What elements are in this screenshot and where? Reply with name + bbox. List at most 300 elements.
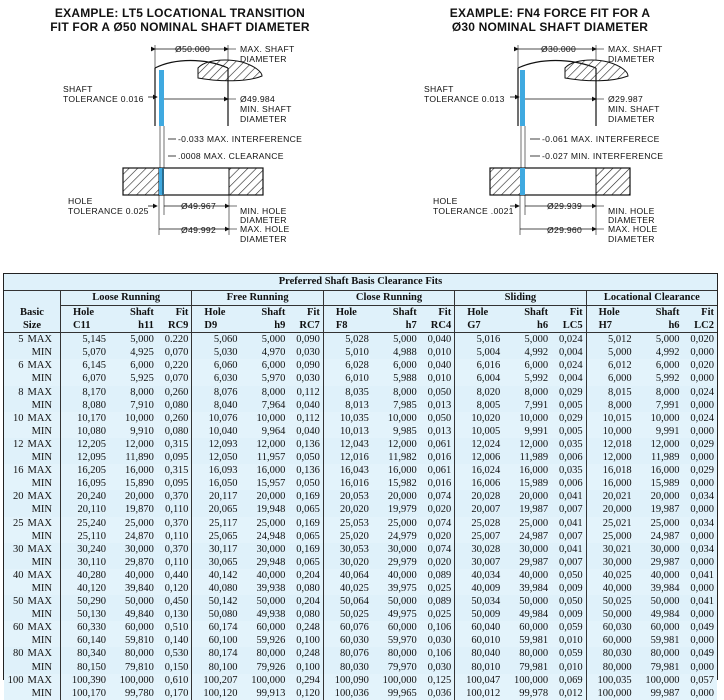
value-cell: 39,984 [503, 582, 551, 595]
value-cell: 10,035 [323, 412, 372, 425]
value-cell: 50,290 [61, 595, 110, 608]
value-cell: 12,018 [586, 438, 635, 451]
value-cell: 5,000 [635, 333, 683, 347]
value-cell: 0,000 [683, 634, 717, 647]
value-cell: 10,076 [192, 412, 241, 425]
value-cell: 0,260 [157, 412, 192, 425]
value-cell: 0,040 [288, 425, 323, 438]
value-cell: 0.220 [157, 333, 192, 347]
value-cell: 25,021 [586, 517, 635, 530]
value-cell: 0,006 [551, 477, 586, 490]
value-cell: 0,090 [288, 359, 323, 372]
value-cell: 12,093 [192, 438, 241, 451]
table-row [4, 569, 717, 582]
value-cell: 12,000 [635, 438, 683, 451]
value-cell: 25,065 [192, 530, 241, 543]
value-cell: 0,370 [157, 543, 192, 556]
value-cell: 0,020 [420, 503, 455, 516]
value-cell: 99,913 [240, 687, 288, 700]
value-cell: 0,370 [157, 517, 192, 530]
column-header-row [4, 306, 717, 320]
value-cell: 5,145 [61, 333, 110, 347]
value-cell: 12,050 [192, 451, 241, 464]
size-cell [4, 595, 61, 608]
fits-table [4, 274, 717, 700]
size-value: 40 [12, 569, 24, 581]
value-cell: 0,000 [683, 556, 717, 569]
table-row [4, 543, 717, 556]
value-cell: 0,050 [288, 451, 323, 464]
value-cell: 4,992 [635, 346, 683, 359]
value-cell: 24,870 [109, 530, 157, 543]
interference-label: -0.033 MAX. INTERFERENCE [178, 134, 303, 144]
column-code: C11 [61, 319, 110, 333]
group-header: Loose Running [61, 291, 192, 306]
size-cell [4, 346, 61, 359]
value-cell: 0,070 [157, 346, 192, 359]
value-cell: 12,000 [109, 438, 157, 451]
value-cell: 0,248 [288, 647, 323, 660]
limit-kind: MAX [27, 412, 52, 424]
value-cell: 50,142 [192, 595, 241, 608]
value-cell: 0,136 [288, 464, 323, 477]
value-cell: 16,000 [586, 477, 635, 490]
value-cell: 19,987 [503, 503, 551, 516]
value-cell: 30,000 [109, 543, 157, 556]
value-cell: 11,982 [372, 451, 420, 464]
value-cell: 16,000 [503, 464, 551, 477]
value-cell: 30,021 [586, 543, 635, 556]
column-code: D9 [192, 319, 241, 333]
value-cell: 0,170 [157, 687, 192, 700]
value-cell: 0,136 [288, 438, 323, 451]
size-value: 80 [12, 648, 24, 660]
value-cell: 79,970 [372, 661, 420, 674]
size-cell [4, 333, 61, 347]
value-cell: 0,041 [551, 517, 586, 530]
column-header: Fit [306, 307, 320, 318]
value-cell: 60,000 [372, 621, 420, 634]
value-cell: 8,015 [586, 386, 635, 399]
value-cell: 0,006 [551, 451, 586, 464]
value-cell: 39,975 [372, 582, 420, 595]
size-cell [4, 556, 61, 569]
column-header: Shaft [129, 307, 154, 318]
value-cell: 29,987 [635, 556, 683, 569]
value-cell: 10,000 [503, 412, 551, 425]
table-row [4, 412, 717, 425]
value-cell: 0,090 [288, 333, 323, 347]
size-cell [4, 425, 61, 438]
value-cell: 20,065 [192, 503, 241, 516]
table-row [4, 608, 717, 621]
limit-kind: MIN [31, 373, 52, 385]
value-cell: 40,142 [192, 569, 241, 582]
value-cell: 0,034 [683, 490, 717, 503]
value-cell: 0,010 [551, 634, 586, 647]
value-cell: 0,035 [551, 438, 586, 451]
value-cell: 20,007 [455, 503, 504, 516]
table-row [4, 359, 717, 372]
limit-kind: MIN [31, 452, 52, 464]
column-header: Fit [569, 307, 583, 318]
shaft-tolerance-label: SHAFT [424, 84, 454, 94]
size-value: 20 [12, 491, 24, 503]
max-shaft-label: DIAMETER [240, 54, 287, 64]
value-cell: 15,982 [372, 477, 420, 490]
value-cell: 80,040 [455, 647, 504, 660]
value-cell: 0,020 [420, 556, 455, 569]
limit-kind: MIN [31, 635, 52, 647]
group-header: Sliding [455, 291, 586, 306]
value-cell: 8,035 [323, 386, 372, 399]
value-cell: 0,025 [420, 608, 455, 621]
value-cell: 100,120 [192, 687, 241, 700]
max-hole-label: DIAMETER [608, 234, 655, 244]
value-cell: 5,970 [240, 372, 288, 385]
value-cell: 5,060 [192, 333, 241, 347]
limit-kind: MIN [31, 687, 52, 699]
value-cell: 30,007 [455, 556, 504, 569]
column-header: Fit [175, 307, 189, 318]
value-cell: 0,100 [288, 661, 323, 674]
column-header: Shaft [655, 307, 680, 318]
value-cell: 50,000 [240, 595, 288, 608]
value-cell: 39,840 [109, 582, 157, 595]
value-cell: 15,989 [503, 477, 551, 490]
value-cell: 0,029 [683, 438, 717, 451]
value-cell: 0,016 [420, 477, 455, 490]
value-cell: 80,030 [323, 661, 372, 674]
value-cell: 100,036 [323, 687, 372, 700]
value-cell: 59,926 [240, 634, 288, 647]
value-cell: 100,047 [455, 674, 504, 687]
value-cell: 30,000 [586, 556, 635, 569]
value-cell: 60,076 [323, 621, 372, 634]
value-cell: 0,041 [551, 543, 586, 556]
title-line: EXAMPLE: FN4 FORCE FIT FOR A [449, 6, 651, 20]
value-cell: 60,100 [192, 634, 241, 647]
group-header-row [4, 291, 717, 306]
value-cell: 100,000 [372, 674, 420, 687]
value-cell: 0,036 [420, 687, 455, 700]
value-cell: 0,005 [551, 425, 586, 438]
value-cell: 80,000 [372, 647, 420, 660]
value-cell: 0,065 [288, 530, 323, 543]
column-header: Hole [455, 306, 504, 320]
value-cell: 16,050 [192, 477, 241, 490]
value-cell: 25,000 [503, 517, 551, 530]
hole-block-left [123, 168, 263, 195]
value-cell: 0,025 [420, 582, 455, 595]
limit-kind: MAX [27, 674, 52, 686]
value-cell: 0,030 [420, 661, 455, 674]
value-cell: 50,000 [109, 595, 157, 608]
size-cell [4, 503, 61, 516]
value-cell: 40,120 [61, 582, 110, 595]
limit-kind: MAX [27, 648, 52, 660]
value-cell: 40,009 [455, 582, 504, 595]
value-cell: 0,041 [551, 490, 586, 503]
value-cell: 40,000 [503, 569, 551, 582]
column-code: G7 [455, 319, 504, 333]
limit-kind: MIN [31, 582, 52, 594]
size-value: 8 [18, 386, 24, 398]
value-cell: 15,989 [635, 477, 683, 490]
value-cell: 50,034 [455, 595, 504, 608]
value-cell: 0,074 [420, 490, 455, 503]
value-cell: 4,925 [109, 346, 157, 359]
limit-kind: MAX [27, 491, 52, 503]
value-cell: 0,010 [420, 372, 455, 385]
table-row [4, 530, 717, 543]
value-cell: 0,440 [157, 569, 192, 582]
value-cell: 0,150 [157, 661, 192, 674]
value-cell: 20,240 [61, 490, 110, 503]
value-cell: 0,020 [683, 333, 717, 347]
hole-tolerance-label: HOLE [433, 196, 458, 206]
value-cell: 20,117 [192, 490, 241, 503]
value-cell: 19,979 [372, 503, 420, 516]
value-cell: 6,145 [61, 359, 110, 372]
clearance-fits-table [3, 273, 718, 699]
value-cell: 10,015 [586, 412, 635, 425]
value-cell: 29,870 [109, 556, 157, 569]
value-cell: 0,016 [420, 451, 455, 464]
size-value: 25 [12, 517, 24, 529]
value-cell: 40,000 [240, 569, 288, 582]
value-cell: 0,000 [683, 451, 717, 464]
value-cell: 0,000 [683, 346, 717, 359]
column-code: RC7 [288, 319, 323, 333]
limit-kind: MIN [31, 478, 52, 490]
value-cell: 0,510 [157, 621, 192, 634]
value-cell: 16,006 [455, 477, 504, 490]
column-code: h9 [240, 319, 288, 333]
value-cell: 30,028 [455, 543, 504, 556]
value-cell: 0,030 [420, 634, 455, 647]
size-cell [4, 569, 61, 582]
value-cell: 0,004 [551, 372, 586, 385]
value-cell: 0,029 [551, 412, 586, 425]
value-cell: 0,012 [551, 687, 586, 700]
value-cell: 39,938 [240, 582, 288, 595]
value-cell: 10,000 [372, 412, 420, 425]
column-header: Hole [586, 306, 635, 320]
value-cell: 0,315 [157, 464, 192, 477]
size-cell [4, 530, 61, 543]
value-cell: 60,330 [61, 621, 110, 634]
limit-kind: MIN [31, 530, 52, 542]
value-cell: 0,080 [157, 425, 192, 438]
min-shaft-value: Ø49.984 [240, 94, 276, 104]
value-cell: 5,988 [372, 372, 420, 385]
column-header: Hole [192, 306, 241, 320]
value-cell: 5,000 [503, 333, 551, 347]
value-cell: 5,012 [586, 333, 635, 347]
value-cell: 0,035 [551, 464, 586, 477]
value-cell: 0,009 [551, 582, 586, 595]
value-cell: 8,000 [635, 386, 683, 399]
value-cell: 0,024 [683, 412, 717, 425]
value-cell: 7,991 [635, 399, 683, 412]
value-cell: 0,000 [683, 425, 717, 438]
value-cell: 8,170 [61, 386, 110, 399]
value-cell: 0,050 [420, 412, 455, 425]
value-cell: 0,061 [420, 438, 455, 451]
value-cell: 20,000 [503, 490, 551, 503]
table-row [4, 477, 717, 490]
table-row [4, 372, 717, 385]
value-cell: 4,970 [240, 346, 288, 359]
value-cell: 25,000 [109, 517, 157, 530]
value-cell: 0,130 [157, 608, 192, 621]
value-cell: 8,013 [323, 399, 372, 412]
shaft-tolerance-label: TOLERANCE 0.013 [424, 94, 505, 104]
value-cell: 0,204 [288, 569, 323, 582]
table-row [4, 517, 717, 530]
limit-kind: MAX [27, 517, 52, 529]
value-cell: 50,009 [455, 608, 504, 621]
value-cell: 0,034 [683, 543, 717, 556]
max-shaft-label: MAX. SHAFT [608, 44, 663, 54]
column-header: Fit [438, 307, 452, 318]
value-cell: 40,080 [192, 582, 241, 595]
size-cell [4, 608, 61, 621]
column-header: Shaft [261, 307, 286, 318]
value-cell: 0,248 [288, 621, 323, 634]
value-cell: 0,050 [551, 569, 586, 582]
value-cell: 0,000 [683, 477, 717, 490]
value-cell: 0,007 [551, 530, 586, 543]
value-cell: 0,041 [683, 569, 717, 582]
value-cell: 40,000 [635, 569, 683, 582]
value-cell: 100,012 [455, 687, 504, 700]
column-code: LC2 [683, 319, 717, 333]
size-value: 10 [12, 412, 24, 424]
value-cell: 0,260 [157, 386, 192, 399]
value-cell: 10,000 [635, 412, 683, 425]
value-cell: 0,004 [551, 346, 586, 359]
limit-kind: MIN [31, 425, 52, 437]
value-cell: 0,074 [420, 543, 455, 556]
table-body [4, 333, 717, 700]
value-cell: 0,065 [288, 503, 323, 516]
shaft-tolerance-label: TOLERANCE 0.016 [63, 94, 144, 104]
value-cell: 0,169 [288, 517, 323, 530]
table-row [4, 582, 717, 595]
value-cell: 25,117 [192, 517, 241, 530]
value-cell: 25,020 [323, 530, 372, 543]
value-cell: 5,028 [323, 333, 372, 347]
value-cell: 9,910 [109, 425, 157, 438]
min-hole-label: MIN. HOLE [608, 206, 655, 216]
value-cell: 0,169 [288, 543, 323, 556]
value-cell: 80,076 [323, 647, 372, 660]
column-header: Hole [61, 306, 110, 320]
limit-kind: MIN [31, 556, 52, 568]
value-cell: 40,025 [323, 582, 372, 595]
value-cell: 60,000 [240, 621, 288, 634]
column-code: h11 [109, 319, 157, 333]
value-cell: 0,000 [683, 503, 717, 516]
value-cell: 100,000 [635, 674, 683, 687]
table-row [4, 346, 717, 359]
max-shaft-label: DIAMETER [608, 54, 655, 64]
limit-kind: MAX [27, 543, 52, 555]
value-cell: 0,140 [157, 634, 192, 647]
value-cell: 79,981 [635, 661, 683, 674]
value-cell: 0,110 [157, 556, 192, 569]
value-cell: 5,000 [586, 346, 635, 359]
value-cell: 12,000 [586, 451, 635, 464]
value-cell: 50,000 [503, 595, 551, 608]
min-hole-value: Ø29.939 [547, 201, 583, 211]
size-cell [4, 399, 61, 412]
table-row [4, 674, 717, 687]
hole-block-right [490, 168, 630, 195]
limit-kind: MAX [27, 465, 52, 477]
basic-size-header: Size [4, 319, 61, 333]
value-cell: 60,140 [61, 634, 110, 647]
value-cell: 0,029 [683, 464, 717, 477]
value-cell: 30,117 [192, 543, 241, 556]
size-cell [4, 687, 61, 700]
value-cell: 0,013 [420, 425, 455, 438]
value-cell: 100,035 [586, 674, 635, 687]
value-cell: 80,000 [586, 661, 635, 674]
column-header: Fit [701, 307, 714, 318]
table-row [4, 425, 717, 438]
value-cell: 24,979 [372, 530, 420, 543]
value-cell: 0,009 [551, 608, 586, 621]
size-value: 30 [12, 543, 24, 555]
value-cell: 0,020 [683, 359, 717, 372]
value-cell: 0,007 [551, 503, 586, 516]
value-cell: 24,987 [503, 530, 551, 543]
value-cell: 25,000 [635, 517, 683, 530]
hole-tolerance-label: TOLERANCE .0021 [433, 206, 514, 216]
table-row [4, 621, 717, 634]
value-cell: 29,948 [240, 556, 288, 569]
min-shaft-label: DIAMETER [608, 114, 655, 124]
column-code: h6 [635, 319, 683, 333]
column-code: RC9 [157, 319, 192, 333]
value-cell: 8,005 [455, 399, 504, 412]
value-cell: 25,240 [61, 517, 110, 530]
value-cell: 0,050 [288, 477, 323, 490]
size-cell [4, 674, 61, 687]
value-cell: 5,992 [635, 372, 683, 385]
value-cell: 0,005 [551, 399, 586, 412]
column-code: LC5 [551, 319, 586, 333]
value-cell: 16,093 [192, 464, 241, 477]
value-cell: 100,390 [61, 674, 110, 687]
value-cell: 20,110 [61, 503, 110, 516]
value-cell: 0,034 [683, 517, 717, 530]
value-cell: 25,007 [455, 530, 504, 543]
size-cell [4, 359, 61, 372]
value-cell: 0,100 [288, 634, 323, 647]
value-cell: 99,978 [503, 687, 551, 700]
value-cell: 9,985 [372, 425, 420, 438]
limit-kind: MAX [27, 360, 52, 372]
table-row [4, 464, 717, 477]
limit-kind: MIN [31, 399, 52, 411]
value-cell: 0,204 [288, 595, 323, 608]
column-header: Hole [323, 306, 372, 320]
value-cell: 0,024 [551, 333, 586, 347]
